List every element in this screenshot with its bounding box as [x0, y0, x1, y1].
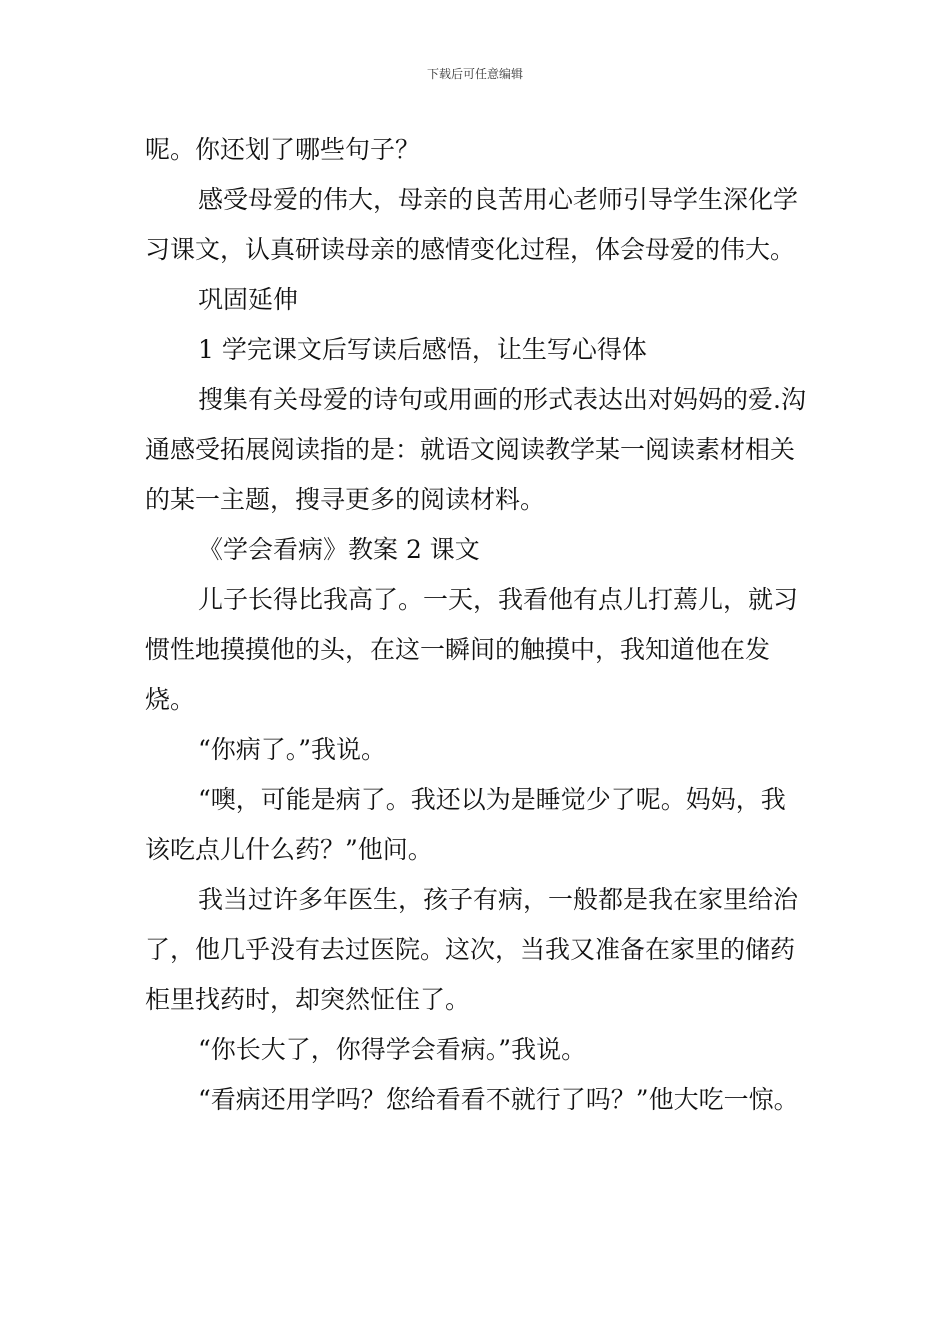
document-body [145, 125, 807, 1125]
paragraph: 1 学完课文后写读后感悟，让生写心得体 [198, 335, 647, 364]
header-note: 下载后可任意编辑 [426, 67, 523, 81]
paragraph: 儿子长得比我高了。一天，我看他有点儿打蔫儿，就习惯性地摸摸他的头，在这一瞬间的触摸中，我知道他在发烧。 [145, 585, 799, 714]
paragraph: 我当过许多年医生，孩子有病，一般都是我在家里给治了，他几乎没有去过医院。这次，当我又准备在家里的储药柜里找药时，却突然怔住了。 [145, 885, 799, 1014]
paragraph: “看病还用学吗？您给看看不就行了吗？”他大吃一惊。 [198, 1085, 799, 1114]
section-heading: 《学会看病》教案 2 课文 [198, 535, 480, 564]
paragraph: 呢。你还划了哪些句子？ [145, 135, 421, 164]
paragraph: “你长大了，你得学会看病。”我说。 [198, 1035, 587, 1064]
section-heading: 巩固延伸 [198, 285, 299, 314]
paragraph: 感受母爱的伟大，母亲的良苦用心老师引导学生深化学习课文，认真研读母亲的感情变化过程，体会母爱的伟大。 [145, 185, 799, 264]
paragraph: 搜集有关母爱的诗句或用画的形式表达出对妈妈的爱.沟通感受拓展阅读指的是：就语文阅读教学某一阅读素材相关的某一主题，搜寻更多的阅读材料。 [145, 385, 806, 514]
paragraph: “你病了。”我说。 [198, 735, 387, 764]
paragraph: “噢，可能是病了。我还以为是睡觉少了呢。妈妈，我该吃点儿什么药？”他问。 [145, 785, 786, 864]
